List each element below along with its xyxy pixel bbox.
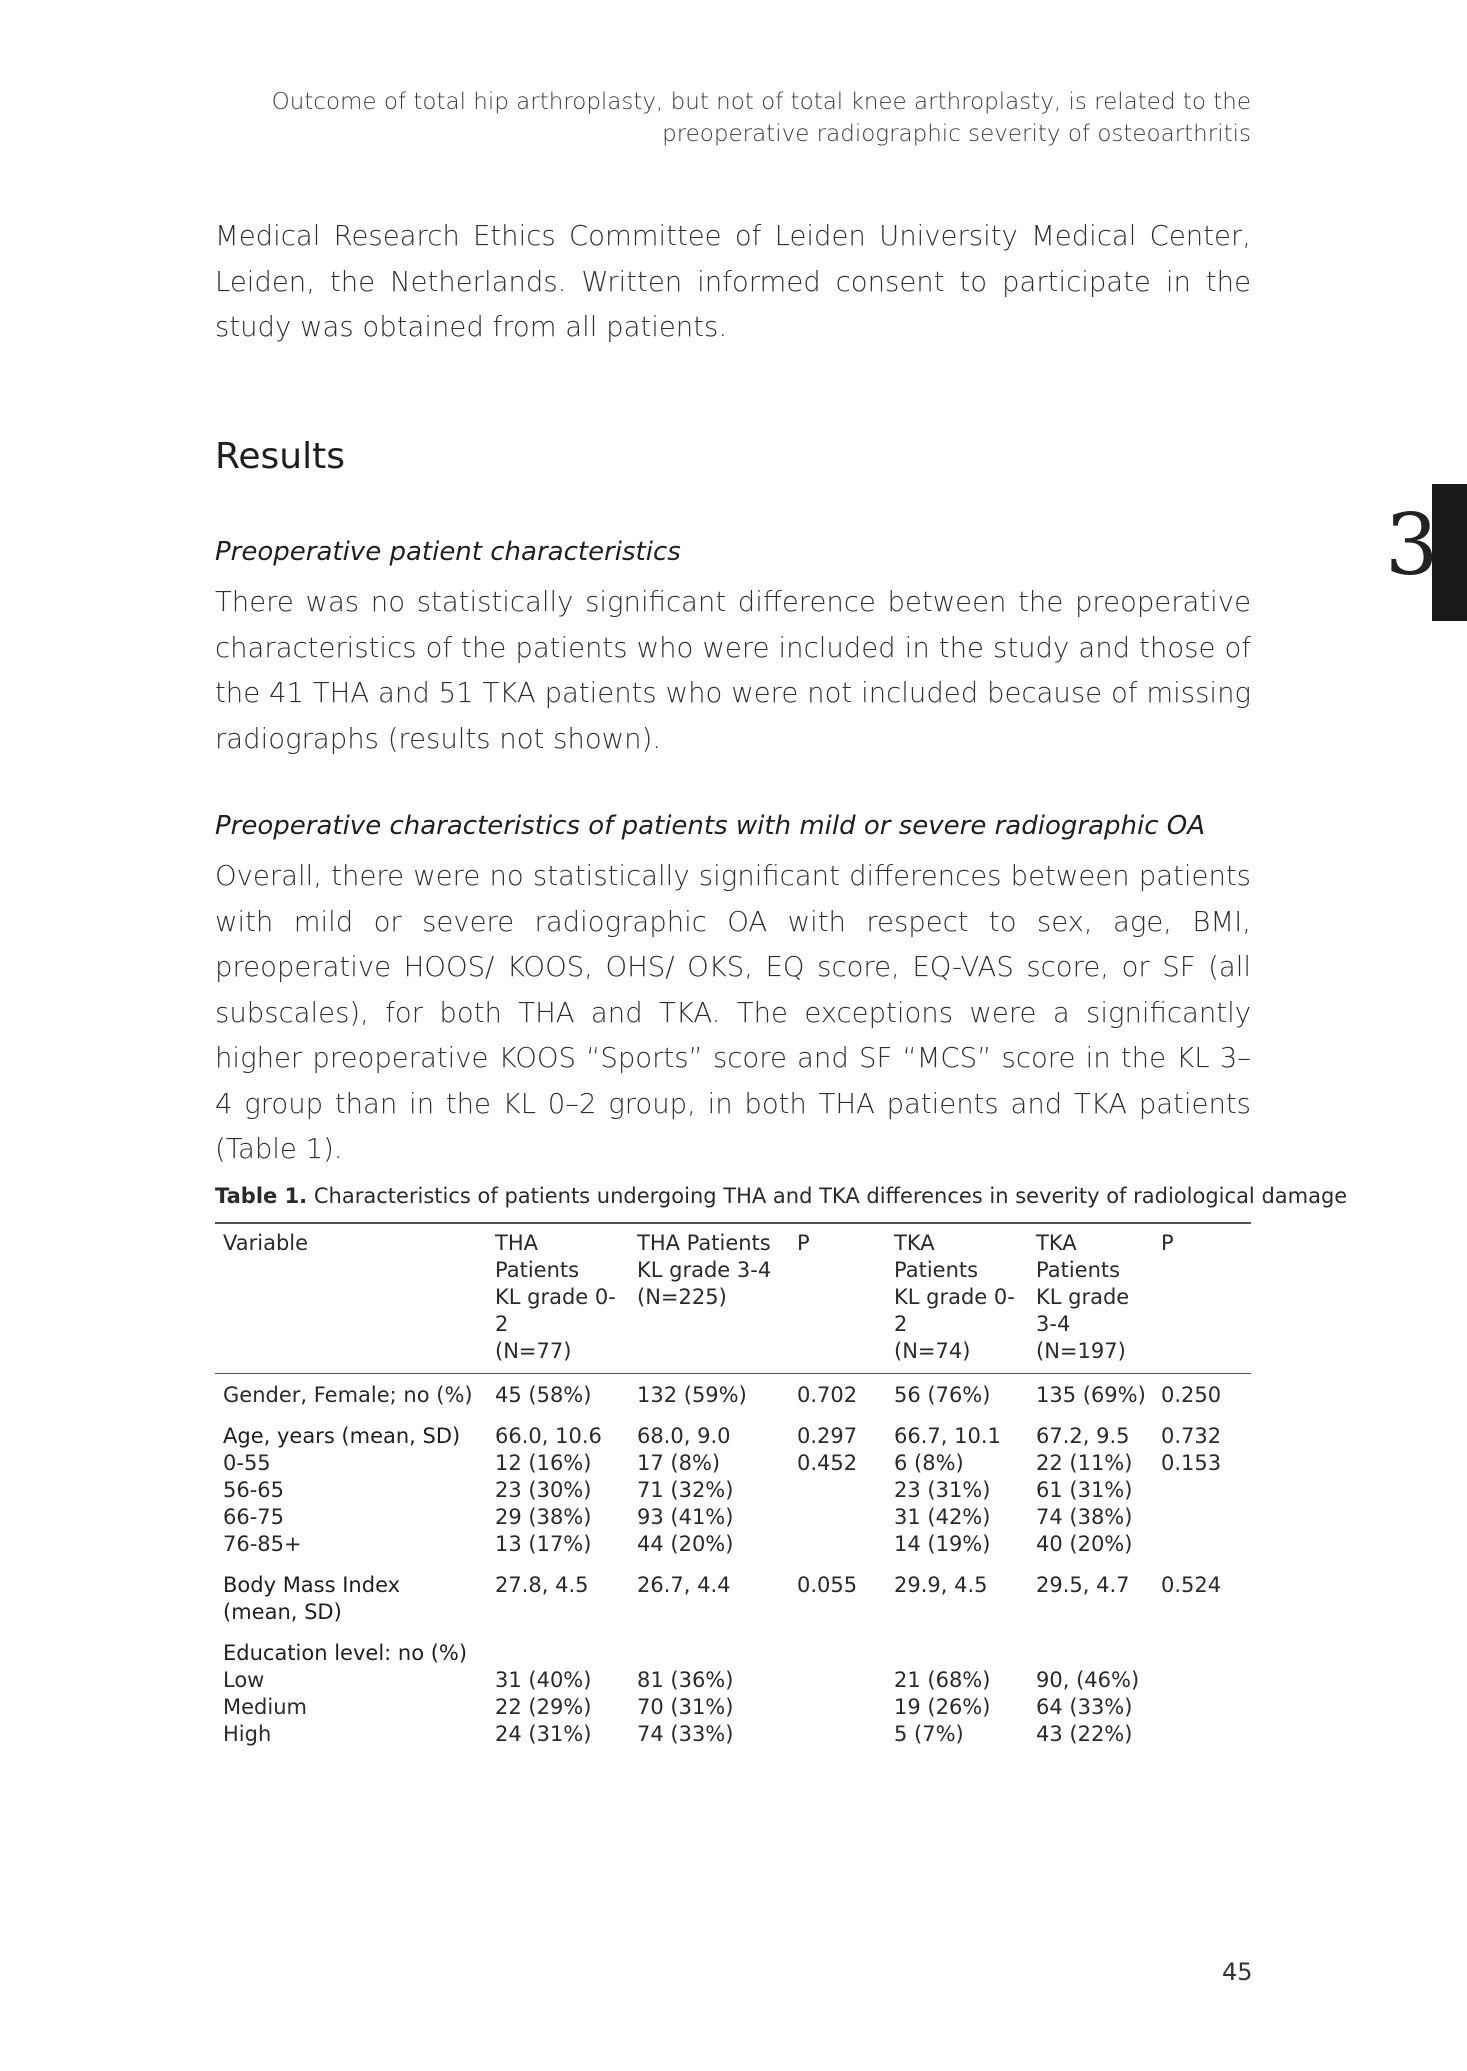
table-row (215, 1721, 1251, 1748)
header-line: Patients (1036, 1258, 1121, 1282)
row-label: Education level: no (%) (223, 1641, 468, 1665)
table-cell (789, 1531, 886, 1558)
header-line: (N=74) (894, 1339, 971, 1363)
table-cell: 0.250 (1161, 1383, 1222, 1407)
header-line: KL grade 3-4 (637, 1258, 772, 1282)
table-cell (1153, 1477, 1251, 1504)
subheading-preoperative-characteristics: Preoperative patient characteristics (215, 537, 681, 567)
header-tha-kl-0-2 (487, 1223, 629, 1374)
table-cell: 44 (20%) (637, 1532, 734, 1556)
table-cell: 22 (11%) (1036, 1451, 1133, 1475)
subheading-mild-severe-oa: Preoperative characteristics of patients with mild or severe radiographic OA (215, 811, 1206, 841)
table-cell (789, 1721, 886, 1748)
table-row-bmi (215, 1558, 1251, 1626)
table-cell: 132 (59%) (637, 1383, 747, 1407)
table-cell: 0.452 (797, 1451, 858, 1475)
table-cell: 93 (41%) (637, 1505, 734, 1529)
table-cell: 24 (31%) (495, 1722, 592, 1746)
running-header (251, 86, 1251, 150)
table-cell (789, 1504, 886, 1531)
table-caption (215, 1184, 1347, 1208)
table-cell: 0.524 (1161, 1573, 1222, 1597)
table-cell: 27.8, 4.5 (495, 1573, 589, 1597)
header-line: (N=225) (637, 1285, 727, 1309)
table-cell (1153, 1531, 1251, 1558)
table-cell (789, 1694, 886, 1721)
table-cell: 12 (16%) (495, 1451, 592, 1475)
table-cell: 70 (31%) (637, 1695, 734, 1719)
table-row-age (215, 1409, 1251, 1450)
table-cell: 17 (8%) (637, 1451, 721, 1475)
table-cell: 23 (31%) (894, 1478, 991, 1502)
table-cell (1153, 1694, 1251, 1721)
table-cell: 23 (30%) (495, 1478, 592, 1502)
table-caption-label: Table 1. (215, 1184, 308, 1208)
table-row (215, 1450, 1251, 1477)
table-cell: 0.297 (797, 1424, 858, 1448)
running-header-line-2: preoperative radiographic severity of osteoarthritis (662, 121, 1251, 147)
table-row (215, 1477, 1251, 1504)
table-cell: 61 (31%) (1036, 1478, 1133, 1502)
table-row (215, 1667, 1251, 1694)
header-line: (N=77) (495, 1339, 572, 1363)
paragraph-preoperative-characteristics: There was no statistically significant difference between the preoperative characteristics of the patients who were included in the study and those of the 41 THA and 51 TKA patients who were not included because of missing radiographs (results not shown). (215, 586, 1251, 755)
row-label: 56-65 (223, 1478, 285, 1502)
table-cell: 81 (36%) (637, 1668, 734, 1692)
row-label: Age, years (mean, SD) (223, 1424, 461, 1448)
table-cell: 64 (33%) (1036, 1695, 1133, 1719)
header-tka-kl-0-2 (886, 1223, 1028, 1374)
table-cell (1028, 1626, 1153, 1667)
row-label-line: Body Mass Index (223, 1573, 401, 1597)
table-cell (1153, 1721, 1251, 1748)
table-cell: 14 (19%) (894, 1532, 991, 1556)
row-label: High (223, 1722, 272, 1746)
table-cell: 74 (33%) (637, 1722, 734, 1746)
table-cell: 0.055 (797, 1573, 858, 1597)
header-p-tha: P (789, 1223, 886, 1374)
table-cell: 5 (7%) (894, 1722, 964, 1746)
table-cell (1153, 1626, 1251, 1667)
table-cell: 45 (58%) (495, 1383, 592, 1407)
row-label: Low (223, 1668, 265, 1692)
table-cell (1153, 1667, 1251, 1694)
characteristics-table (215, 1222, 1251, 1748)
table-cell: 21 (68%) (894, 1668, 991, 1692)
section-heading-results: Results (215, 436, 345, 477)
table-row (215, 1504, 1251, 1531)
table-cell: 29.9, 4.5 (894, 1573, 988, 1597)
table-cell: 6 (8%) (894, 1451, 964, 1475)
table-cell: 29.5, 4.7 (1036, 1573, 1130, 1597)
row-label-line: (mean, SD) (223, 1600, 342, 1624)
table-row (215, 1531, 1251, 1558)
header-line: KL grade (1036, 1285, 1130, 1309)
table-cell: 71 (32%) (637, 1478, 734, 1502)
table-header-row (215, 1223, 1251, 1374)
table-cell: 135 (69%) (1036, 1383, 1146, 1407)
table-cell: 19 (26%) (894, 1695, 991, 1719)
header-line: KL grade 0-2 (495, 1285, 616, 1336)
table-cell: 66.7, 10.1 (894, 1424, 1001, 1448)
table-cell: 0.732 (1161, 1424, 1222, 1448)
header-variable: Variable (215, 1223, 487, 1374)
table-cell (629, 1626, 789, 1667)
header-line: KL grade 0-2 (894, 1285, 1015, 1336)
table-row (215, 1694, 1251, 1721)
table-cell (789, 1477, 886, 1504)
table-cell: 40 (20%) (1036, 1532, 1133, 1556)
paragraph-mild-severe-oa: Overall, there were no statistically significant differences between patients with mild or severe radiographic OA with respect to sex, age, BMI, preoperative HOOS/ KOOS, OHS/ OKS, EQ score, EQ-VAS score, or SF (all subscales), for both THA and TKA. The exceptions were a significantly higher preoperative KOOS “Sports” score and SF “MCS” score in the KL 3–4 group than in the KL 0–2 group, in both THA patients and TKA patients (Table 1). (215, 860, 1251, 1165)
table-cell: 29 (38%) (495, 1505, 592, 1529)
table-caption-text: Characteristics of patients undergoing THA and TKA differences in severity of radiological damage (307, 1184, 1348, 1208)
header-line: TKA (1036, 1231, 1077, 1255)
row-label (215, 1558, 487, 1626)
row-label: 66-75 (223, 1505, 285, 1529)
header-p-tka: P (1153, 1223, 1251, 1374)
table-cell: 66.0, 10.6 (495, 1424, 602, 1448)
table-cell: 26.7, 4.4 (637, 1573, 731, 1597)
table-cell: 90, (46%) (1036, 1668, 1140, 1692)
table-cell (789, 1626, 886, 1667)
header-tka-kl-3-4 (1028, 1223, 1153, 1374)
chapter-number: 3 (1385, 496, 1439, 594)
table-cell: 0.702 (797, 1383, 858, 1407)
table-cell: 31 (42%) (894, 1505, 991, 1529)
header-line: Patients (495, 1258, 580, 1282)
header-line: THA (495, 1231, 538, 1255)
header-line: TKA Patients (894, 1231, 979, 1282)
table-cell: 67.2, 9.5 (1036, 1424, 1130, 1448)
row-label: 76-85+ (223, 1532, 302, 1556)
table-cell: 68.0, 9.0 (637, 1424, 731, 1448)
table-cell: 22 (29%) (495, 1695, 592, 1719)
table-row-education (215, 1626, 1251, 1667)
header-line: (N=197) (1036, 1339, 1126, 1363)
table-row-gender (215, 1374, 1251, 1410)
row-label: Gender, Female; no (%) (223, 1383, 473, 1407)
page-number: 45 (1222, 1958, 1253, 1986)
intro-paragraph: Medical Research Ethics Committee of Leiden University Medical Center, Leiden, the Netherlands. Written informed consent to participate in the study was obtained from all patients. (215, 220, 1251, 343)
header-line: THA Patients (637, 1231, 771, 1255)
row-label: Medium (223, 1695, 307, 1719)
running-header-line-1: Outcome of total hip arthroplasty, but not of total knee arthroplasty, is related to the (271, 89, 1251, 115)
header-line: 3-4 (1036, 1312, 1071, 1336)
table-cell: 56 (76%) (894, 1383, 991, 1407)
table-cell (487, 1626, 629, 1667)
header-tha-kl-3-4 (629, 1223, 789, 1374)
table-cell: 31 (40%) (495, 1668, 592, 1692)
table-cell: 13 (17%) (495, 1532, 592, 1556)
table-cell: 0.153 (1161, 1451, 1222, 1475)
table-cell (789, 1667, 886, 1694)
row-label: 0-55 (223, 1451, 271, 1475)
table-cell (886, 1626, 1028, 1667)
table-cell (1153, 1504, 1251, 1531)
table-cell: 74 (38%) (1036, 1505, 1133, 1529)
table-cell: 43 (22%) (1036, 1722, 1133, 1746)
